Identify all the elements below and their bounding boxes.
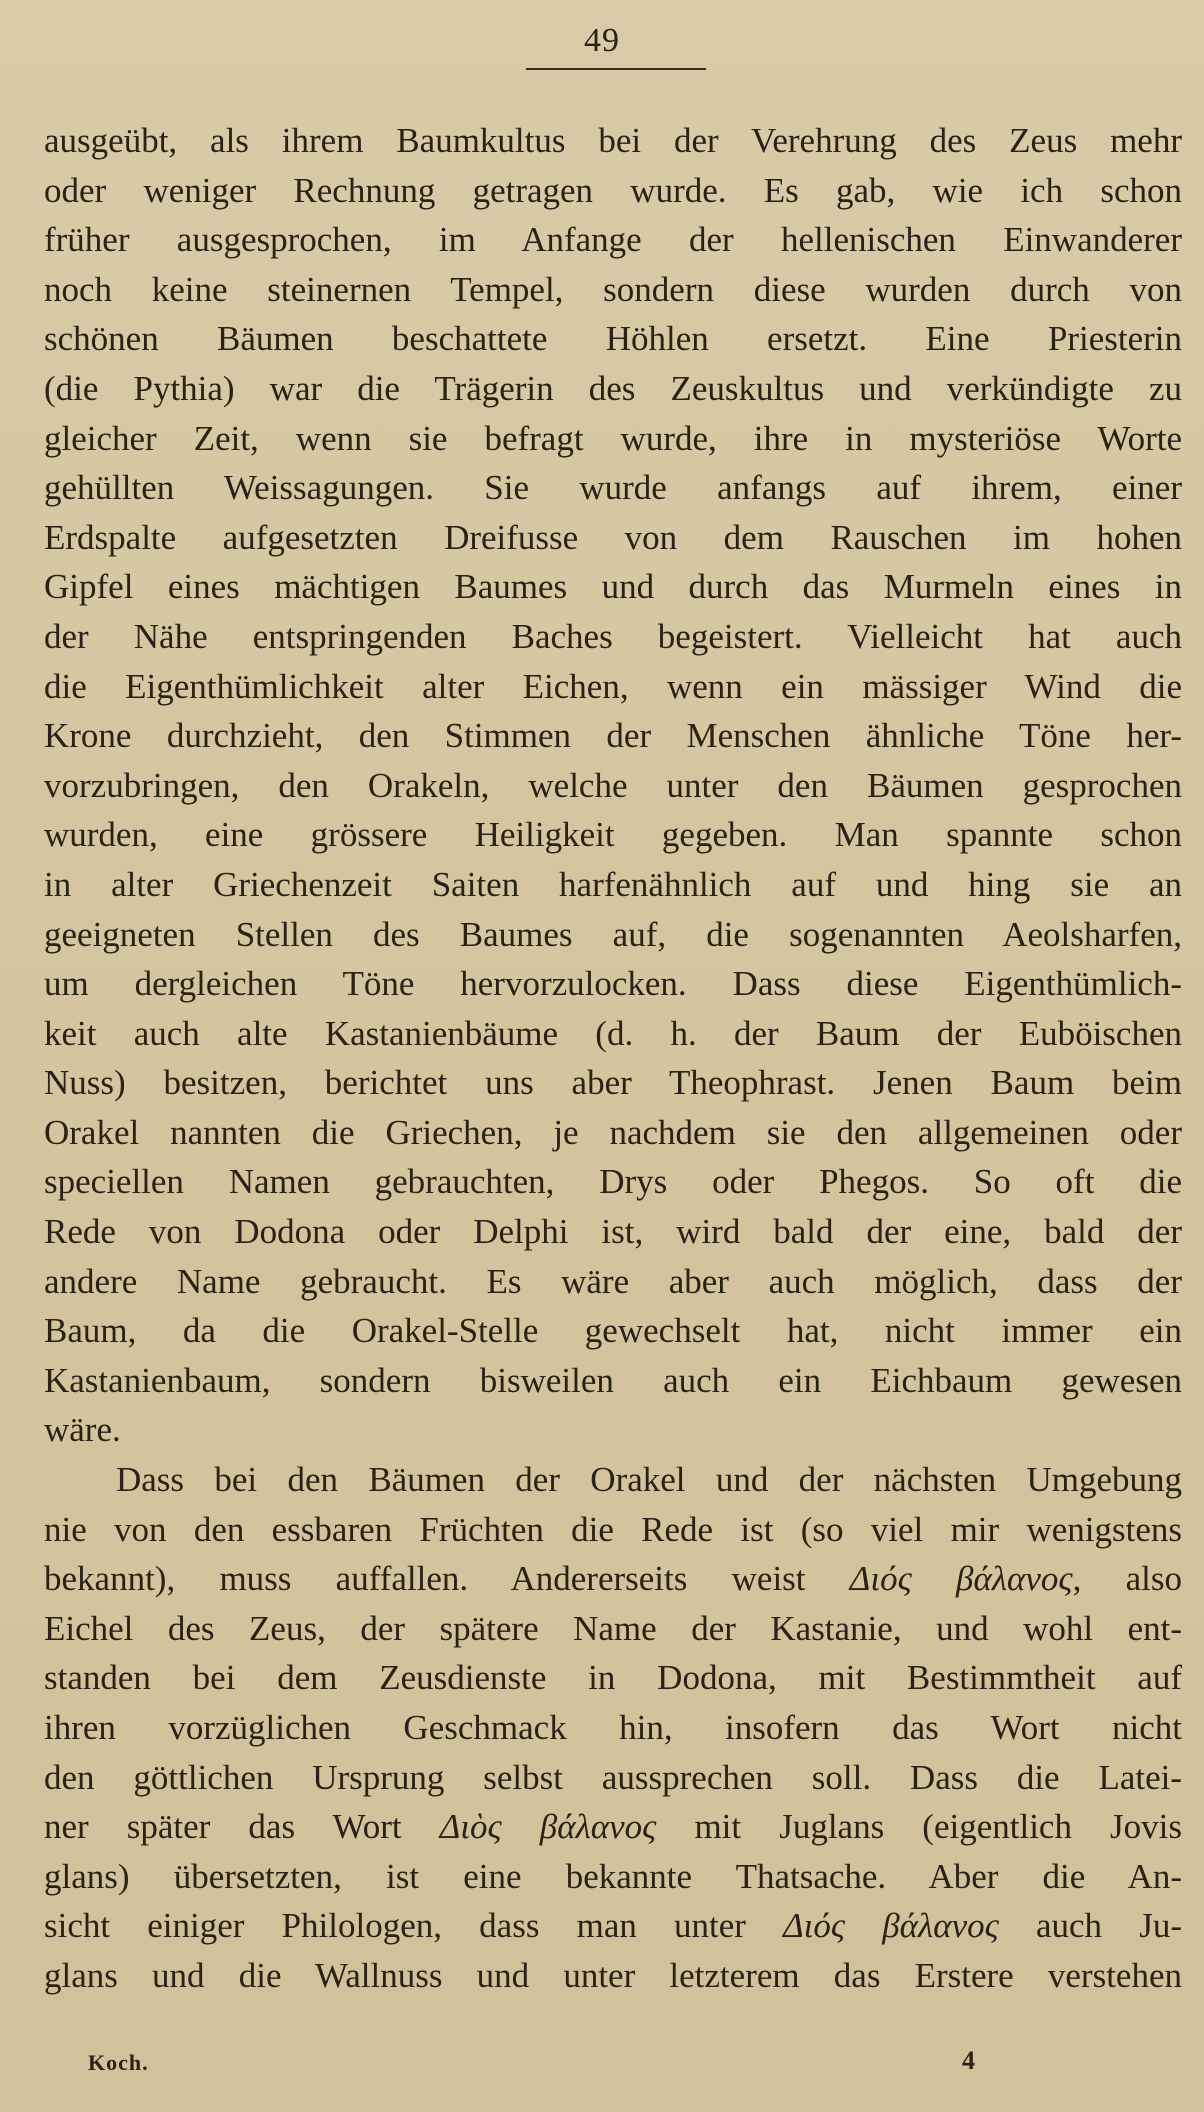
text-line: (die Pythia) war die Trägerin des Zeuskultus und verkündigte zu xyxy=(44,368,1182,408)
text-line: Erdspalte aufgesetzten Dreifusse von dem Rauschen im hohen xyxy=(44,517,1182,557)
text-line: Nuss) besitzen, berichtet uns aber Theophrast. Jenen Baum beim xyxy=(44,1063,1182,1103)
text-line: Eichel des Zeus, der spätere Name der Kastanie, und wohl ent- xyxy=(44,1608,1182,1648)
text-line: wäre. xyxy=(44,1410,121,1450)
text-line: geeigneten Stellen des Baumes auf, die sogenannten Aeolsharfen, xyxy=(44,914,1182,954)
text-line: in alter Griechenzeit Saiten harfenähnlich auf und hing sie an xyxy=(44,864,1182,904)
text-line: der Nähe entspringenden Baches begeistert. Vielleicht hat auch xyxy=(44,616,1182,656)
text-segment: , also xyxy=(1072,1559,1182,1599)
text-line: früher ausgesprochen, im Anfange der hellenischen Einwanderer xyxy=(44,220,1182,260)
text-line: standen bei dem Zeusdienste in Dodona, mit Bestimmtheit auf xyxy=(44,1658,1182,1698)
text-line: glans) übersetzten, ist eine bekannte Thatsache. Aber die An- xyxy=(44,1856,1182,1896)
text-line: gleicher Zeit, wenn sie befragt wurde, ihre in mysteriöse Worte xyxy=(44,418,1182,458)
text-line: Kastanienbaum, sondern bisweilen auch ein Eichbaum gewesen xyxy=(44,1360,1182,1400)
text-line: um dergleichen Töne hervorzulocken. Dass diese Eigenthümlich- xyxy=(44,964,1182,1004)
text-line xyxy=(44,1802,1182,1852)
text-line: ihren vorzüglichen Geschmack hin, insofern das Wort nicht xyxy=(44,1708,1182,1747)
text-line: Gipfel eines mächtigen Baumes und durch das Murmeln eines in xyxy=(44,567,1182,607)
text-line: keit auch alte Kastanienbäume (d. h. der Baum der Euböischen xyxy=(44,1013,1182,1053)
text-line xyxy=(44,1554,1182,1604)
text-segment: auch Ju- xyxy=(998,1906,1182,1946)
text-line: schönen Bäumen beschattete Höhlen ersetzt. Eine Priesterin xyxy=(44,319,1182,359)
text-segment: ner später das Wort xyxy=(44,1807,402,1847)
text-line: die Eigenthümlichkeit alter Eichen, wenn ein mässiger Wind die xyxy=(44,666,1182,706)
text-segment: bekannt), muss auffallen. Andererseits weist xyxy=(44,1559,806,1599)
text-segment: sicht einiger Philologen, dass man unter xyxy=(44,1906,746,1946)
text-line: glans und die Wallnuss und unter letzterem das Erstere verstehen xyxy=(44,1955,1182,1995)
text-line: Baum, da die Orakel-Stelle gewechselt hat, nicht immer ein xyxy=(44,1311,1182,1351)
text-segment: mit Juglans (eigentlich Jovis xyxy=(656,1807,1183,1847)
text-line: wurden, eine grössere Heiligkeit gegeben. Man spannte schon xyxy=(44,815,1182,855)
text-line xyxy=(44,1901,1182,1951)
text-line: Orakel nannten die Griechen, je nachdem sie den allgemeinen oder xyxy=(44,1112,1182,1152)
body-text xyxy=(44,116,1182,2001)
greek-term: Διὸς βάλανος xyxy=(439,1807,657,1847)
text-line: vorzubringen, den Orakeln, welche unter den Bäumen gesprochen xyxy=(44,765,1182,805)
greek-term: Διός βάλανος xyxy=(783,1906,999,1946)
text-line: speciellen Namen gebrauchten, Drys oder Phegos. So oft die xyxy=(44,1162,1182,1202)
header-rule xyxy=(526,68,706,70)
text-line: den göttlichen Ursprung selbst aussprechen soll. Dass die Latei- xyxy=(44,1757,1182,1797)
text-line: oder weniger Rechnung getragen wurde. Es gab, wie ich schon xyxy=(44,170,1182,210)
text-line: Rede von Dodona oder Delphi ist, wird bald der eine, bald der xyxy=(44,1212,1182,1252)
text-line: andere Name gebraucht. Es wäre aber auch möglich, dass der xyxy=(44,1261,1182,1301)
sheet-number: 4 xyxy=(962,2046,975,2075)
page-number: 49 xyxy=(584,22,620,59)
text-line: Krone durchzieht, den Stimmen der Menschen ähnliche Töne her- xyxy=(44,716,1182,756)
text-line: nie von den essbaren Früchten die Rede ist (so viel mir wenigstens xyxy=(44,1509,1182,1549)
text-line: ausgeübt, als ihrem Baumkultus bei der Verehrung des Zeus mehr xyxy=(44,121,1182,160)
text-line: gehüllten Weissagungen. Sie wurde anfangs auf ihrem, einer xyxy=(44,468,1182,508)
greek-term: Διός βάλανος xyxy=(849,1559,1073,1599)
signature-mark: Koch. xyxy=(88,2050,149,2075)
paragraph-start-line: Dass bei den Bäumen der Orakel und der nächsten Umgebung xyxy=(116,1460,1182,1500)
text-line: noch keine steinernen Tempel, sondern diese wurden durch von xyxy=(44,269,1182,309)
